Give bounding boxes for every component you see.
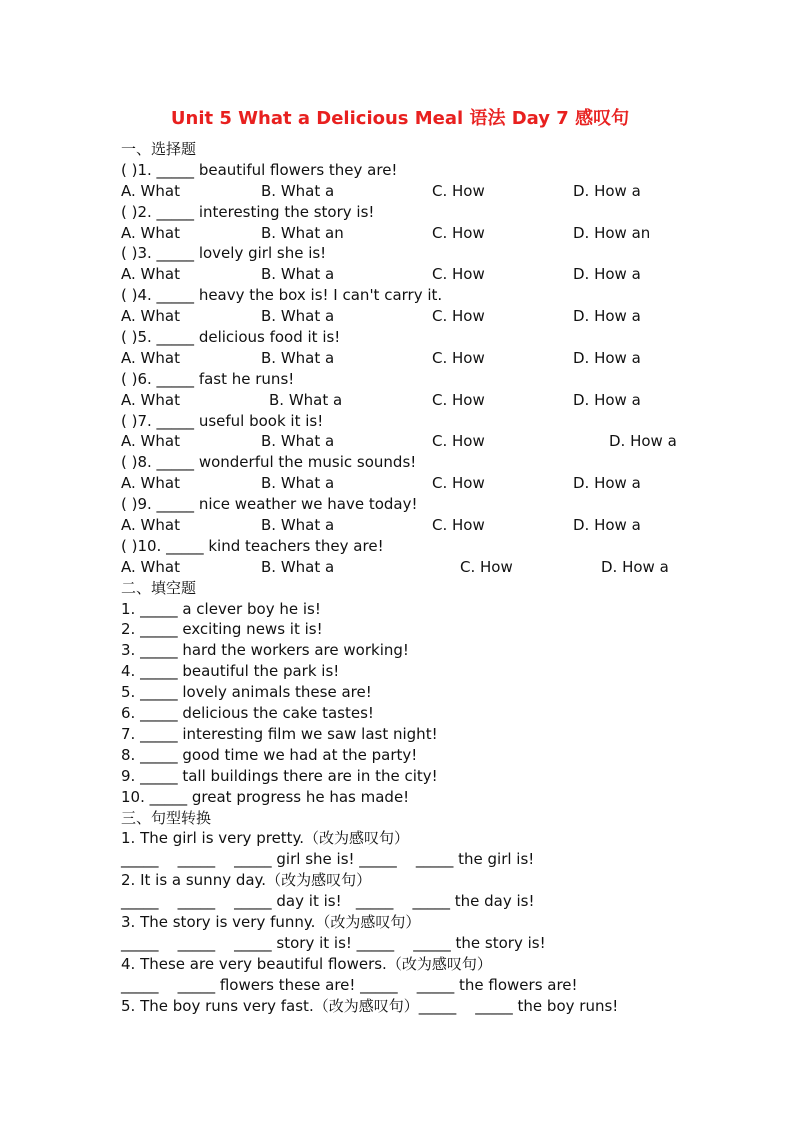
- transform-answer-line: _____ _____ _____ story it is! _____ _____ the story is!: [121, 933, 546, 952]
- option-b: B. What a: [261, 516, 335, 535]
- fill-blank-item: 2. _____ exciting news it is!: [121, 620, 323, 639]
- option-d: D. How a: [573, 390, 641, 409]
- fill-blank-item: 5. _____ lovely animals these are!: [121, 683, 372, 702]
- question-stem: ( )4. _____ heavy the box is! I can't carry it.: [121, 286, 443, 305]
- transform-prompt: 1. The girl is very pretty.（改为感叹句）: [121, 829, 410, 848]
- section-heading-fill: 二、填空题: [121, 578, 197, 597]
- choice-question-list: [121, 160, 741, 578]
- question-stem: ( )8. _____ wonderful the music sounds!: [121, 453, 417, 472]
- option-b: B. What a: [261, 432, 335, 451]
- question-stem: ( )9. _____ nice weather we have today!: [121, 495, 418, 514]
- option-a: A. What: [121, 557, 180, 576]
- option-a: A. What: [121, 265, 180, 284]
- transform-answer-line: _____ _____ _____ day it is! _____ _____ the day is!: [121, 892, 535, 911]
- question-options: [121, 348, 741, 369]
- option-d: D. How a: [609, 432, 677, 451]
- option-c: C. How: [460, 557, 513, 576]
- option-c: C. How: [432, 223, 485, 242]
- question-stem: ( )6. _____ fast he runs!: [121, 369, 295, 388]
- fill-blank-item: 10. _____ great progress he has made!: [121, 787, 410, 806]
- transform-prompt: 5. The boy runs very fast.（改为感叹句）_____ _____ the boy runs!: [121, 996, 619, 1015]
- question-stem: ( )7. _____ useful book it is!: [121, 411, 324, 430]
- option-d: D. How a: [601, 557, 669, 576]
- option-b: B. What a: [261, 307, 335, 326]
- question-options: [121, 473, 741, 494]
- question-options: [121, 181, 741, 202]
- fill-blank-item: 9. _____ tall buildings there are in the city!: [121, 766, 438, 785]
- fill-blank-item: 4. _____ beautiful the park is!: [121, 662, 340, 681]
- option-b: B. What an: [261, 223, 344, 242]
- option-d: D. How a: [573, 307, 641, 326]
- question-options: [121, 390, 741, 411]
- option-c: C. How: [432, 307, 485, 326]
- option-b: B. What a: [269, 390, 343, 409]
- transform-prompt: 4. These are very beautiful flowers.（改为感叹句）: [121, 954, 492, 973]
- question-options: [121, 431, 741, 452]
- worksheet-body: [121, 139, 741, 1016]
- section-heading-choice: 一、选择题: [121, 140, 197, 158]
- option-c: C. How: [432, 265, 485, 284]
- fill-blank-list: [121, 599, 741, 808]
- option-b: B. What a: [261, 181, 335, 200]
- option-b: B. What a: [261, 474, 335, 493]
- question-stem: ( )2. _____ interesting the story is!: [121, 202, 375, 221]
- option-a: A. What: [121, 474, 180, 493]
- fill-blank-item: 8. _____ good time we had at the party!: [121, 745, 418, 764]
- fill-blank-item: 7. _____ interesting film we saw last night!: [121, 724, 438, 743]
- option-a: A. What: [121, 348, 180, 367]
- fill-blank-item: 3. _____ hard the workers are working!: [121, 641, 409, 660]
- transform-prompt: 3. The story is very funny.（改为感叹句）: [121, 912, 421, 931]
- fill-blank-item: 1. _____ a clever boy he is!: [121, 599, 321, 618]
- fill-blank-item: 6. _____ delicious the cake tastes!: [121, 704, 374, 723]
- option-d: D. How a: [573, 348, 641, 367]
- option-c: C. How: [432, 390, 485, 409]
- option-c: C. How: [432, 181, 485, 200]
- question-options: [121, 223, 741, 244]
- option-d: D. How a: [573, 474, 641, 493]
- transform-answer-line: _____ _____ _____ girl she is! _____ _____ the girl is!: [121, 850, 535, 869]
- option-a: A. What: [121, 223, 180, 242]
- option-c: C. How: [432, 516, 485, 535]
- transform-list: [121, 828, 741, 1016]
- option-d: D. How a: [573, 516, 641, 535]
- option-a: A. What: [121, 516, 180, 535]
- transform-answer-line: _____ _____ flowers these are! _____ _____ the flowers are!: [121, 975, 578, 994]
- question-stem: ( )3. _____ lovely girl she is!: [121, 244, 327, 263]
- option-c: C. How: [432, 348, 485, 367]
- question-options: [121, 306, 741, 327]
- transform-prompt: 2. It is a sunny day.（改为感叹句）: [121, 871, 372, 890]
- option-a: A. What: [121, 432, 180, 451]
- option-d: D. How a: [573, 181, 641, 200]
- option-c: C. How: [432, 432, 485, 451]
- option-a: A. What: [121, 181, 180, 200]
- question-stem: ( )10. _____ kind teachers they are!: [121, 536, 384, 555]
- question-options: [121, 515, 741, 536]
- question-options: [121, 557, 741, 578]
- question-stem: ( )1. _____ beautiful flowers they are!: [121, 160, 398, 179]
- option-a: A. What: [121, 390, 180, 409]
- option-b: B. What a: [261, 265, 335, 284]
- option-d: D. How an: [573, 223, 651, 242]
- option-d: D. How a: [573, 265, 641, 284]
- question-options: [121, 264, 741, 285]
- worksheet-title: Unit 5 What a Delicious Meal 语法 Day 7 感叹句: [170, 108, 630, 129]
- option-b: B. What a: [261, 348, 335, 367]
- question-stem: ( )5. _____ delicious food it is!: [121, 328, 341, 347]
- section-heading-transform: 三、句型转换: [121, 808, 212, 827]
- option-b: B. What a: [261, 557, 335, 576]
- option-c: C. How: [432, 474, 485, 493]
- option-a: A. What: [121, 307, 180, 326]
